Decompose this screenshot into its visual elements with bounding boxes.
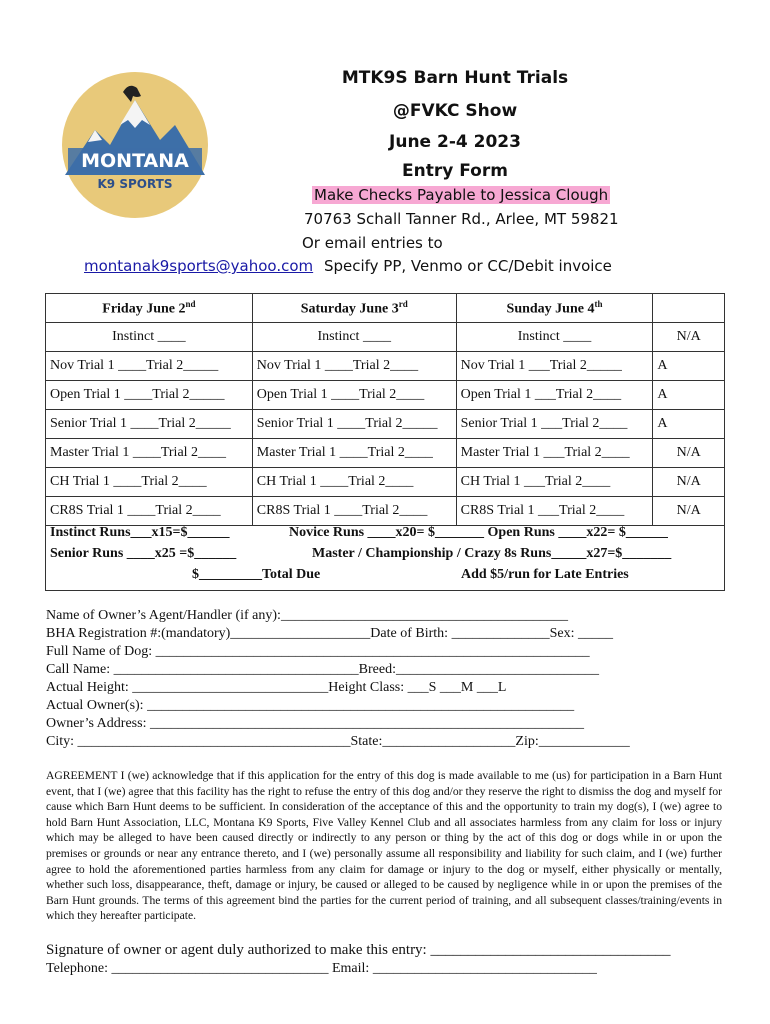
montana-k9-sports-logo: [60, 70, 210, 220]
master-row: [46, 439, 725, 468]
trial-cell[interactable]: CH Trial 1 ____Trial 2____: [252, 468, 456, 497]
instinct-row: [46, 323, 725, 352]
na-cell: A: [653, 381, 725, 410]
bha-field[interactable]: BHA Registration #:(mandatory)____________________Date of Birth: ______________Sex: _____: [46, 626, 613, 641]
ch-row: [46, 468, 725, 497]
mailing-address: 70763 Schall Tanner Rd., Arlee, MT 59821: [304, 210, 619, 228]
trial-cell[interactable]: Nov Trial 1 ____Trial 2____: [252, 352, 456, 381]
novice-row: [46, 352, 725, 381]
na-cell: N/A: [653, 439, 725, 468]
instinct-sun[interactable]: Instinct ____: [456, 323, 653, 352]
na-cell: N/A: [653, 468, 725, 497]
instinct-fri[interactable]: Instinct ____: [46, 323, 253, 352]
email-link[interactable]: montanak9sports@yahoo.com: [84, 257, 314, 275]
height-field[interactable]: Actual Height: ____________________________Height Class: ___S ___M ___L: [46, 680, 507, 695]
call-name-field[interactable]: Call Name: ___________________________________Breed:_____________________________: [46, 662, 599, 677]
trial-cell[interactable]: Master Trial 1 ___Trial 2____: [456, 439, 653, 468]
trial-cell[interactable]: Open Trial 1 ____Trial 2____: [252, 381, 456, 410]
logo-line1: MONTANA: [81, 150, 189, 172]
title-line4: Entry Form: [402, 161, 508, 181]
email-prompt: Or email entries to: [302, 234, 443, 252]
title-line1: MTK9S Barn Hunt Trials: [341, 68, 569, 88]
trial-cell[interactable]: Senior Trial 1 ____Trial 2_____: [46, 410, 253, 439]
trial-cell[interactable]: CR8S Trial 1 ____Trial 2____: [252, 497, 456, 526]
telephone-email-field[interactable]: Telephone: _______________________________ Email: ________________________________: [46, 961, 597, 976]
trial-cell[interactable]: Nov Trial 1 ____Trial 2_____: [46, 352, 253, 381]
dog-name-field[interactable]: Full Name of Dog: ______________________________________________________________: [46, 644, 590, 659]
na-cell: N/A: [653, 497, 725, 526]
title-line3: June 2-4 2023: [389, 132, 521, 152]
trial-cell[interactable]: Senior Trial 1 ___Trial 2____: [456, 410, 653, 439]
novice-open-runs-total[interactable]: Novice Runs ____x20= $_______ Open Runs ____x22= $______: [289, 525, 668, 540]
total-due[interactable]: $_________Total Due: [192, 567, 321, 582]
agreement-text: AGREEMENT I (we) acknowledge that if this application for the entry of this dog is made available to me (us) for participation in a Barn Hunt event, that I (we) agree that this facility has the right to refuse the entry of this dog and/or they reserve the right to dismiss the dog and myself for cause which Barn Hunt deems to be sufficient. In consideration of the acceptance of this and the opportunity to train my dog(s), I (we) agree to hold Barn Hunt Association, LLC, Montana K9 Sports, Five Valley Kennel Club and all associates harmless from any claim for loss or injury which may be alleged to have been caused directly or indirectly to any person or thing by the act of this dog or dogs while in or upon the premises or grounds or near any entrance thereto, and I (we) personally assume all responsibility and liability for such claim, and I (we) further agree to hold the aforementioned parties harmless from any claim for damage or injury to the dog or myself, either physically or mentally, whether such loss, disappearance, theft, damage or injury, be caused or alleged to be caused by negligence while in or upon the premises of the Barn Hunt grounds. The terms of this agreement bind the parties for the current period of training, and all subsequent classes/training/events in which they hereafter participate.: [46, 769, 722, 923]
owner-address-field[interactable]: Owner’s Address: ______________________________________________________________: [46, 716, 584, 731]
trial-cell[interactable]: Open Trial 1 ____Trial 2_____: [46, 381, 253, 410]
trial-cell[interactable]: CR8S Trial 1 ____Trial 2____: [46, 497, 253, 526]
city-field[interactable]: City: _______________________________________State:___________________Zip:_____________: [46, 734, 630, 749]
trial-cell[interactable]: Open Trial 1 ___Trial 2____: [456, 381, 653, 410]
senior-row: [46, 410, 725, 439]
na-cell: A: [653, 352, 725, 381]
day-friday: Friday June 2nd: [46, 294, 253, 323]
day-sunday: Sunday June 4th: [456, 294, 653, 323]
agent-field[interactable]: Name of Owner’s Agent/Handler (if any):_________________________________________: [46, 608, 568, 623]
na-cell: A: [653, 410, 725, 439]
trial-cell[interactable]: CR8S Trial 1 ___Trial 2____: [456, 497, 653, 526]
instinct-runs-total[interactable]: Instinct Runs___x15=$______: [50, 525, 230, 540]
trial-cell[interactable]: Nov Trial 1 ___Trial 2_____: [456, 352, 653, 381]
title-line2: @FVKC Show: [392, 101, 518, 121]
owners-field[interactable]: Actual Owner(s): _____________________________________________________________: [46, 698, 575, 713]
trial-cell[interactable]: CH Trial 1 ____Trial 2____: [46, 468, 253, 497]
payment-note: Specify PP, Venmo or CC/Debit invoice: [323, 257, 612, 275]
cr8s-row: [46, 497, 725, 526]
instinct-sat[interactable]: Instinct ____: [252, 323, 456, 352]
senior-runs-total[interactable]: Senior Runs ____x25 =$______: [50, 546, 237, 561]
signature-field[interactable]: Signature of owner or agent duly authorized to make this entry: ________________________________: [46, 942, 671, 958]
day-saturday: Saturday June 3rd: [252, 294, 456, 323]
open-row: [46, 381, 725, 410]
late-entry-fee: Add $5/run for Late Entries: [461, 567, 629, 582]
trial-cell[interactable]: Master Trial 1 ____Trial 2____: [252, 439, 456, 468]
day-header-row: [46, 294, 725, 323]
logo-line2: K9 SPORTS: [97, 177, 173, 191]
trial-cell[interactable]: CH Trial 1 ___Trial 2____: [456, 468, 653, 497]
payable-to: Make Checks Payable to Jessica Clough: [314, 186, 609, 204]
trial-cell[interactable]: Senior Trial 1 ____Trial 2_____: [252, 410, 456, 439]
empty-cell: [653, 294, 725, 323]
instinct-na: N/A: [653, 323, 725, 352]
master-runs-total[interactable]: Master / Championship / Crazy 8s Runs_____x27=$_______: [312, 546, 672, 561]
trial-cell[interactable]: Master Trial 1 ____Trial 2____: [46, 439, 253, 468]
